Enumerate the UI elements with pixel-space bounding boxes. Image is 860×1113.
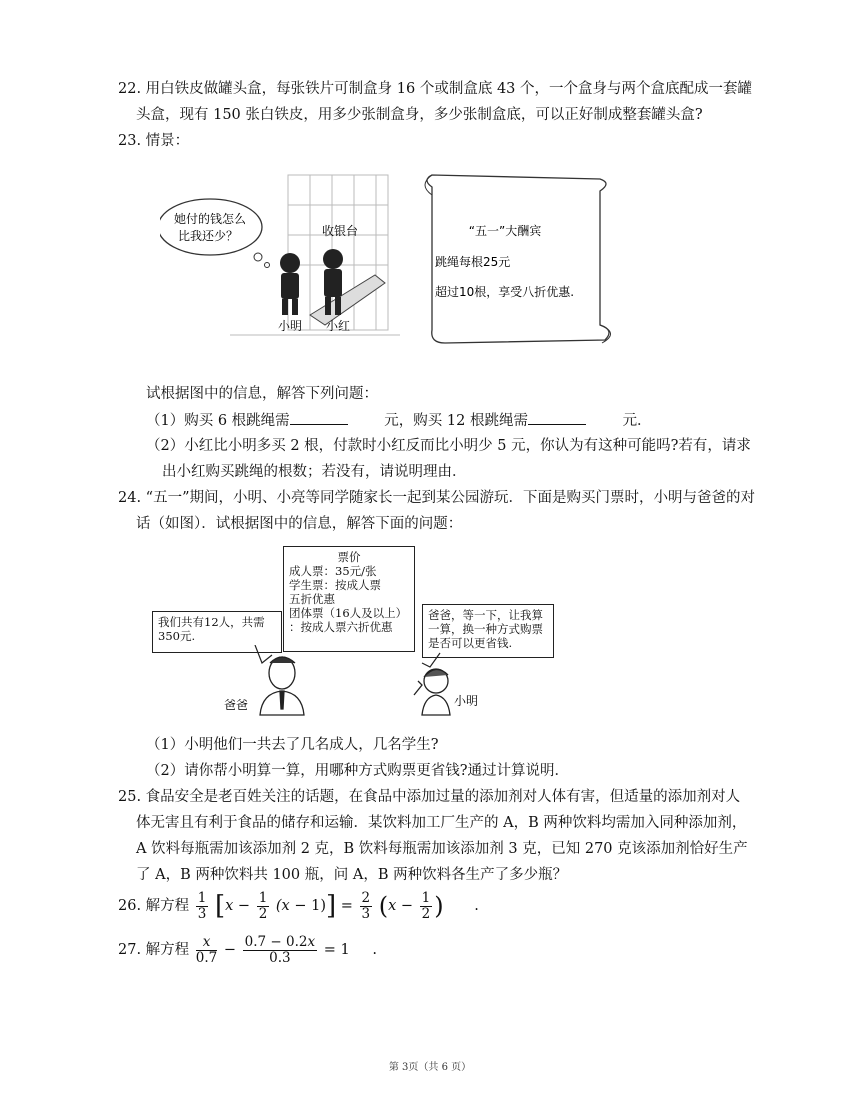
- dad-label: 爸爸: [223, 698, 249, 712]
- price-line: ：按成人票六折优惠: [289, 620, 393, 634]
- q27-equation: 27. 解方程 $\frac{x}{0.7}$ − $\frac{0.7 - 0.2x}{0.3}$ = 1 .: [118, 933, 377, 966]
- sale-poster: [425, 175, 611, 343]
- fraction-0.7-0.2x-0.3: $\frac{0.7 - 0.2x}{0.3}$: [244, 933, 316, 966]
- q25-line3: A 饮料每瓶需加该添加剂 2 克，B 饮料每瓶需加该添加剂 3 克，已知 270 克该添加剂恰好生产: [136, 841, 748, 857]
- answer-blank-1[interactable]: [290, 410, 348, 425]
- q23-part1: [146, 410, 652, 431]
- q22-line1: 22. 用白铁皮做罐头盒，每张铁片可制盒身 16 个或制盒底 43 个，一个盒身与两个盒底配成一套罐: [118, 81, 753, 97]
- q26-equation: 26. 解方程 $\frac{1}{3}$ [x − $\frac{1}{2}$ (x − 1)] = $\frac{2}{3}$ (x − $\frac{1}{2}$ ) .: [118, 889, 479, 922]
- fraction-1-2: $\frac{1}{2}$: [421, 889, 431, 922]
- q23-part1-c: 元．: [622, 413, 652, 429]
- price-line: 成人票：35元/张: [289, 564, 377, 578]
- cashier-counter: [310, 275, 385, 325]
- xiaohong-label: 小红: [325, 319, 351, 333]
- price-line: 团体票（16人及以上）: [289, 606, 408, 620]
- fraction-2-3: $\frac{2}{3}$: [361, 889, 371, 922]
- q23-part2-line1: （2）小红比小明多买 2 根，付款时小红反而比小明少 5 元，你认为有这种可能吗?若有，请求: [146, 438, 751, 454]
- q24-line2: 话（如图）．试根据图中的信息，解答下面的问题：: [136, 516, 463, 532]
- q23-instruction: 试根据图中的信息，解答下列问题：: [146, 386, 378, 402]
- q22-line2: 头盒，现有 150 张白铁皮，用多少张制盒身，多少张制盒底，可以正好制成整套罐头盒?: [136, 107, 703, 123]
- q23-scene-illustration: [160, 165, 630, 365]
- son-speech-line: 爸爸，等一下，让我算: [428, 608, 543, 622]
- thought-line2: 比我还少？: [177, 229, 239, 243]
- page-footer: 第 3页（共 6 页）: [388, 1062, 472, 1073]
- answer-blank-2[interactable]: [528, 410, 586, 425]
- q23-title: 23. 情景：: [118, 133, 190, 149]
- poster-line2: 超过10根，享受八折优惠.: [435, 285, 575, 299]
- dad-speech-line: 350元.: [158, 629, 196, 643]
- q25-line4: 了 A，B 两种饮料共 100 瓶，问 A，B 两种饮料各生产了多少瓶？: [136, 867, 568, 883]
- xiaoming-label: 小明: [277, 319, 303, 333]
- q23-part2-line2: 出小红购买跳绳的根数；若没有，请说明理由．: [162, 464, 467, 480]
- poster-line1: 跳绳每根25元: [435, 255, 511, 269]
- thought-cloud: [160, 199, 270, 268]
- son-speech-line: 是否可以更省钱.: [428, 636, 513, 650]
- price-line: 五折优惠: [289, 592, 335, 606]
- q24-figures: [200, 645, 500, 720]
- poster-title: “五一”大酬宾: [468, 224, 542, 238]
- q24-line1: 24. “五一”期间，小明、小亮等同学随家长一起到某公园游玩．下面是购买门票时，小明与爸爸的对: [118, 490, 755, 506]
- price-line: 学生票：按成人票: [289, 578, 381, 592]
- xiaoming-figure: [280, 253, 300, 315]
- q25-line1: 25. 食品安全是老百姓关注的话题，在食品中添加过量的添加剂对人体有害，但适量的添加剂对人: [118, 789, 741, 805]
- q23-part1-a: （1）购买 6 根跳绳需: [146, 413, 290, 429]
- q27-label: 27. 解方程: [118, 942, 190, 958]
- dad-figure: [260, 657, 304, 715]
- thought-line1: 她付的钱怎么: [173, 212, 247, 226]
- dad-speech-line: 我们共有12人，共需: [158, 615, 265, 629]
- q26-label: 26. 解方程: [118, 898, 190, 914]
- q24-part1: （1）小明他们一共去了几名成人，几名学生?: [146, 737, 439, 753]
- son-label: 小明: [453, 694, 479, 708]
- son-speech-line: 一算，换一种方式购票: [428, 622, 543, 636]
- q23-part1-b: 元，购买 12 根跳绳需: [384, 413, 528, 429]
- counter-label: 收银台: [321, 224, 359, 238]
- q25-line2: 体无害且有利于食品的储存和运输．某饮料加工厂生产的 A，B 两种饮料均需加入同种添加剂，: [136, 815, 747, 831]
- fraction-x-0.7: $\frac{x}{0.7}$: [195, 933, 218, 966]
- q24-part2: （2）请你帮小明算一算，用哪种方式购票更省钱?通过计算说明．: [146, 763, 569, 779]
- son-figure: [414, 669, 450, 715]
- fraction-1-3: $\frac{1}{3}$: [197, 889, 207, 922]
- ticket-price-box: [283, 546, 415, 652]
- fraction-1-2: $\frac{1}{2}$: [258, 889, 268, 922]
- price-title: 票价: [337, 550, 361, 564]
